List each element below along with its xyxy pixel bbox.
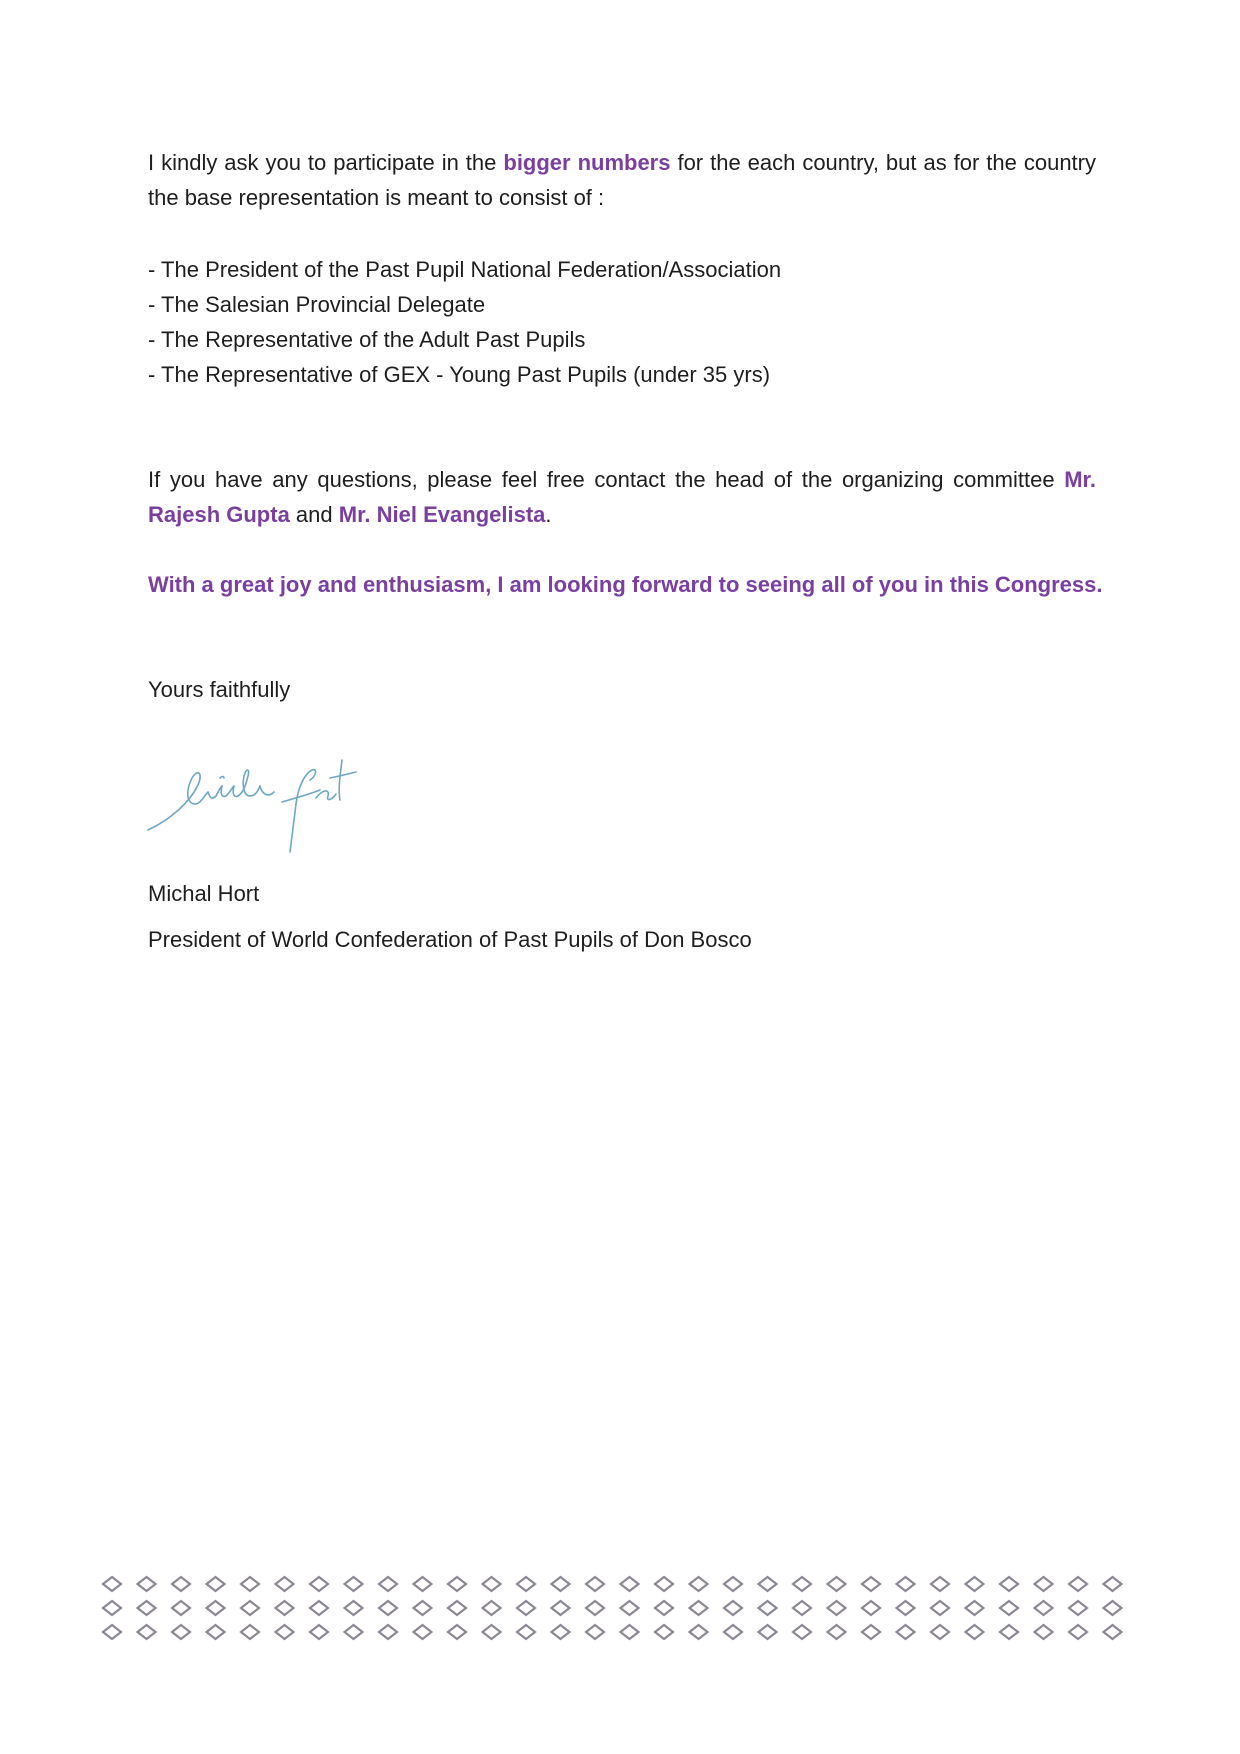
diamond-outline-icon (448, 1625, 466, 1639)
diamond-outline-icon (1104, 1577, 1122, 1591)
diamond-outline-icon (241, 1625, 259, 1639)
diamond-outline-icon (793, 1625, 811, 1639)
diamond-outline-icon (1000, 1577, 1018, 1591)
diamond-outline-icon (690, 1625, 708, 1639)
diamond-outline-icon (862, 1601, 880, 1615)
diamond-outline-icon (1000, 1625, 1018, 1639)
diamond-outline-icon (172, 1625, 190, 1639)
representative-item: - The Salesian Provincial Delegate (148, 292, 486, 317)
diamond-outline-icon (172, 1577, 190, 1591)
diamond-outline-icon (1000, 1601, 1018, 1615)
diamond-outline-icon (966, 1577, 984, 1591)
diamond-outline-icon (103, 1601, 121, 1615)
diamond-outline-icon (345, 1577, 363, 1591)
diamond-outline-icon (448, 1577, 466, 1591)
questions-end: . (545, 502, 552, 527)
diamond-outline-icon (724, 1601, 742, 1615)
diamond-outline-icon (517, 1577, 535, 1591)
diamond-outline-icon (138, 1625, 156, 1639)
diamond-outline-icon (828, 1601, 846, 1615)
signer-name: Michal Hort (148, 881, 260, 906)
footer-diamond-pattern (100, 1572, 1130, 1644)
diamond-outline-icon (172, 1601, 190, 1615)
intro-highlight: bigger numbers (503, 150, 671, 175)
diamond-outline-icon (138, 1601, 156, 1615)
intro-text-end: for the each country, but as for the country the base representation is meant to consist of : (148, 150, 1096, 210)
diamond-outline-icon (1104, 1625, 1122, 1639)
representative-item: - The President of the Past Pupil National Federation/Association (148, 257, 782, 282)
diamond-outline-icon (552, 1625, 570, 1639)
diamond-outline-icon (931, 1625, 949, 1639)
diamond-outline-icon (621, 1601, 639, 1615)
diamond-outline-icon (724, 1577, 742, 1591)
intro-paragraph (148, 145, 1096, 215)
diamond-outline-icon (966, 1625, 984, 1639)
diamond-outline-icon (483, 1577, 501, 1591)
questions-paragraph (148, 462, 1096, 532)
diamond-outline-icon (276, 1625, 294, 1639)
diamond-outline-icon (690, 1601, 708, 1615)
diamond-outline-icon (759, 1625, 777, 1639)
diamond-outline-icon (414, 1625, 432, 1639)
diamond-outline-icon (103, 1625, 121, 1639)
diamond-outline-icon (621, 1625, 639, 1639)
diamond-outline-icon (1035, 1601, 1053, 1615)
diamond-outline-icon (276, 1601, 294, 1615)
questions-text: If you have any questions, please feel free contact the head of the organizing committee (148, 467, 1065, 492)
diamond-outline-icon (586, 1601, 604, 1615)
diamond-outline-icon (345, 1601, 363, 1615)
organizer-name-1: Mr. Rajesh Gupta (148, 467, 1096, 527)
diamond-outline-icon (517, 1625, 535, 1639)
representative-item: - The Representative of GEX - Young Past Pupils (under 35 yrs) (148, 362, 771, 387)
diamond-outline-icon (276, 1577, 294, 1591)
diamond-outline-icon (483, 1625, 501, 1639)
closing-highlight: With a great joy and enthusiasm, I am looking forward to seeing all of you in this Congress. (148, 572, 1103, 597)
diamond-outline-icon (414, 1577, 432, 1591)
diamond-outline-icon (724, 1625, 742, 1639)
diamond-outline-icon (552, 1601, 570, 1615)
diamond-outline-icon (345, 1625, 363, 1639)
diamond-outline-icon (931, 1577, 949, 1591)
diamond-outline-icon (1035, 1625, 1053, 1639)
diamond-outline-icon (862, 1577, 880, 1591)
diamond-outline-icon (759, 1577, 777, 1591)
diamond-outline-icon (655, 1577, 673, 1591)
diamond-outline-icon (828, 1625, 846, 1639)
diamond-outline-icon (897, 1577, 915, 1591)
diamond-outline-icon (897, 1625, 915, 1639)
diamond-outline-icon (1104, 1601, 1122, 1615)
representative-item: - The Representative of the Adult Past Pupils (148, 327, 586, 352)
diamond-outline-icon (655, 1601, 673, 1615)
diamond-outline-icon (207, 1601, 225, 1615)
organizer-name-2: Mr. Niel Evangelista (338, 502, 546, 527)
diamond-outline-icon (655, 1625, 673, 1639)
diamond-outline-icon (1069, 1577, 1087, 1591)
diamond-outline-icon (310, 1577, 328, 1591)
diamond-outline-icon (1069, 1601, 1087, 1615)
diamond-outline-icon (310, 1625, 328, 1639)
diamond-outline-icon (966, 1601, 984, 1615)
diamond-outline-icon (1069, 1625, 1087, 1639)
diamond-outline-icon (483, 1601, 501, 1615)
diamond-outline-icon (1035, 1577, 1053, 1591)
diamond-outline-icon (207, 1577, 225, 1591)
diamond-outline-icon (931, 1601, 949, 1615)
diamond-outline-icon (103, 1577, 121, 1591)
salutation: Yours faithfully (148, 677, 291, 702)
intro-text-start: I kindly ask you to participate in the (148, 150, 504, 175)
diamond-outline-icon (379, 1601, 397, 1615)
diamond-outline-icon (862, 1625, 880, 1639)
diamond-outline-icon (690, 1577, 708, 1591)
diamond-outline-icon (310, 1601, 328, 1615)
diamond-outline-icon (759, 1601, 777, 1615)
diamond-outline-icon (793, 1601, 811, 1615)
diamond-outline-icon (552, 1577, 570, 1591)
diamond-outline-icon (448, 1601, 466, 1615)
diamond-outline-icon (207, 1625, 225, 1639)
diamond-outline-icon (517, 1601, 535, 1615)
diamond-outline-icon (621, 1577, 639, 1591)
signer-title: President of World Confederation of Past Pupils of Don Bosco (148, 927, 752, 952)
diamond-outline-icon (828, 1577, 846, 1591)
diamond-outline-icon (586, 1577, 604, 1591)
diamond-outline-icon (414, 1601, 432, 1615)
diamond-outline-icon (897, 1601, 915, 1615)
diamond-outline-icon (379, 1625, 397, 1639)
diamond-outline-icon (379, 1577, 397, 1591)
diamond-outline-icon (241, 1601, 259, 1615)
signature-image (140, 740, 400, 860)
diamond-outline-icon (138, 1577, 156, 1591)
questions-connector: and (289, 502, 339, 527)
diamond-outline-icon (586, 1625, 604, 1639)
diamond-outline-icon (793, 1577, 811, 1591)
diamond-outline-icon (241, 1577, 259, 1591)
